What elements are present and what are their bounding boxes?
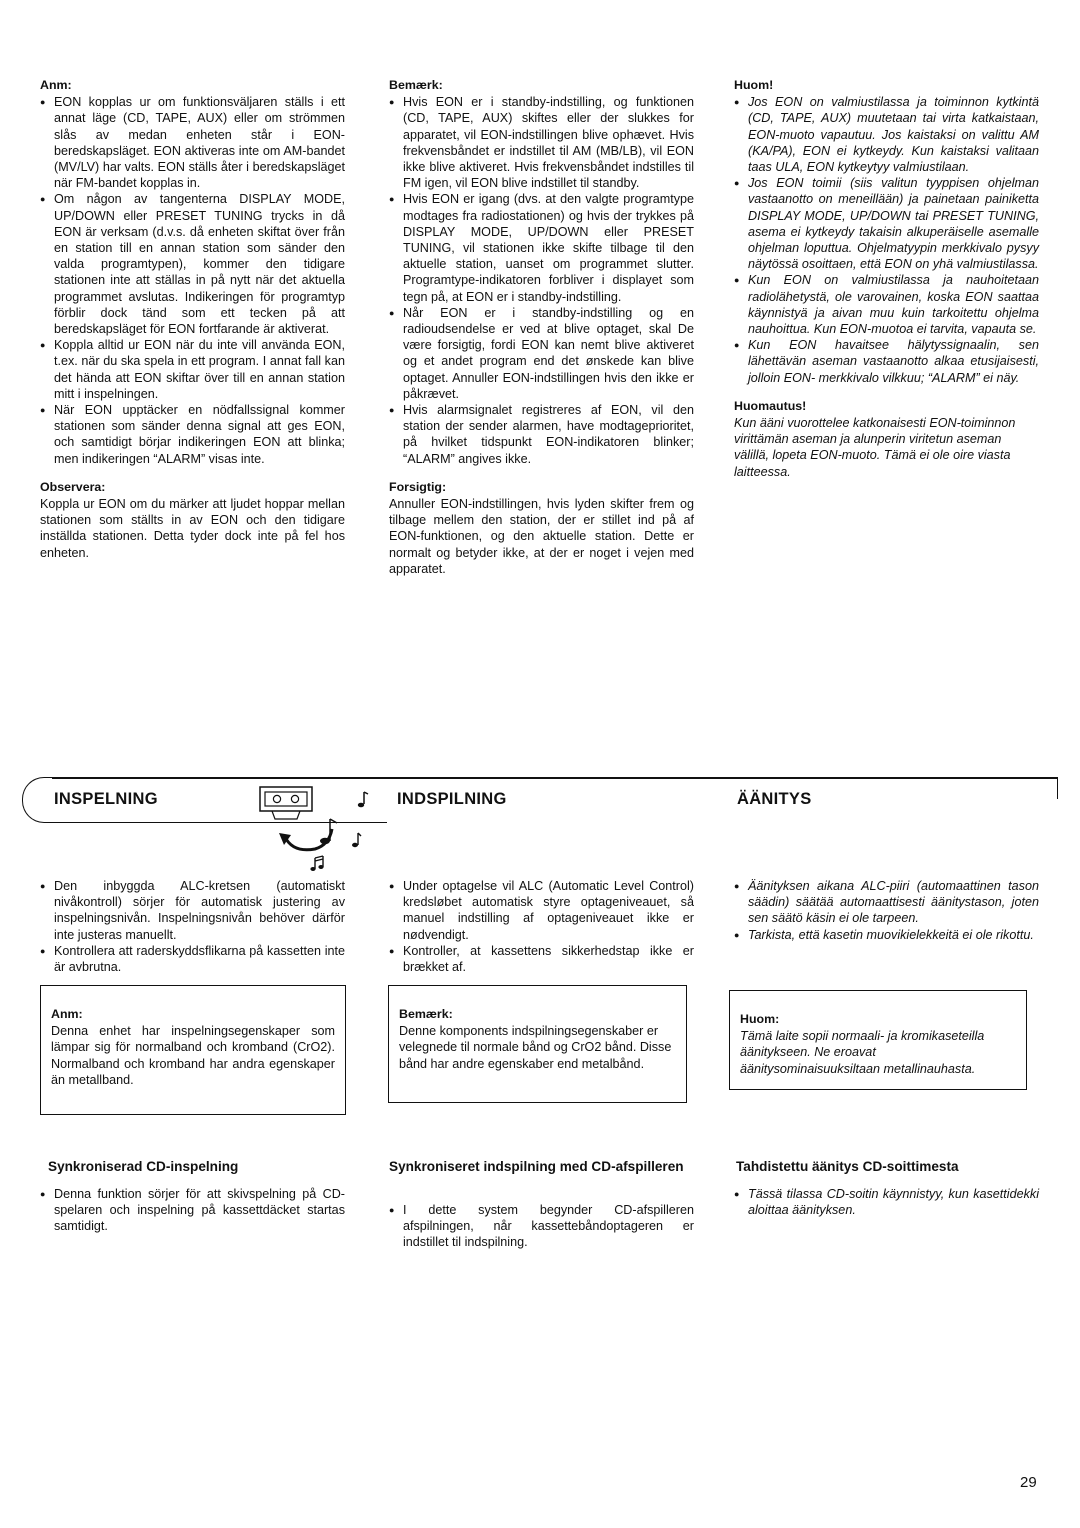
da-box-heading: Bemærk: — [399, 1007, 453, 1021]
list-item: ● Jos EON on valmiustilassa ja toiminnon kytkintä (CD, TAPE, AUX) muutetaan tai virta katkaistaan, EON-muoto vapautuu. Jos kaistaksi on valittu AM (KA/PA), EON ei kytkeydy. Kun kaistaksi valitaan taas ULA, EON kytkeytyy valmiustilaan. — [734, 94, 1039, 175]
da-box-text: Denne komponents indspilningsegenskaber er velegnede til normale bånd og CrO2 bånd. Disse bånd har andre egenskaber end metalbånd. — [399, 1024, 672, 1071]
list-item: ● Koppla alltid ur EON när du inte vill använda EON, t.ex. när du ska spela in ett program. I annat fall kan det hända att EON skiftar över till en annan station mitt i inspelningen. — [40, 337, 345, 402]
list-item: ● Tarkista, että kasetin muovikielekkeitä ei ole rikottu. — [734, 927, 1039, 943]
da-sync-heading: Synkroniseret indspilning med CD-afspilleren — [389, 1159, 684, 1174]
sv-note-heading: Observera: — [40, 479, 106, 494]
da-anm-heading: Bemærk: — [389, 78, 443, 92]
page-number: 29 — [1020, 1474, 1037, 1491]
da-note-heading: Forsigtig: — [389, 479, 447, 494]
fi-section-title: ÄÄNITYS — [737, 790, 812, 808]
fi-box-text: Tämä laite sopii normaali- ja kromikaseteilla äänitykseen. Ne eroavat äänitysominaisuuksiltaan metallinauhasta. — [740, 1029, 985, 1076]
fi-box-heading: Huom: — [740, 1012, 780, 1026]
sv-recording-bullets — [40, 878, 345, 975]
fi-note-heading: Huomautus! — [734, 398, 807, 413]
list-item: ● Äänityksen aikana ALC-piiri (automaattinen tason säädin) säätää automaattisesti äänitystason, joten sen säätö käsin ei ole tarpeen. — [734, 878, 1039, 927]
sv-note-text: Koppla ur EON om du märker att ljudet hoppar mellan stationen som ställts in av EON och den tidigare inställda stationen. Detta tyder dock inte på fel hos enheten. — [40, 497, 345, 560]
list-item: ● Om någon av tangenterna DISPLAY MODE, UP/DOWN eller PRESET TUNING trycks in då EON är verksam (d.v.s. då enheten skiftat över från en station till en annan station som sänder den valda programtypen), kommer den tidigare stationen inte att ställas in på nytt när det aktuella programmet avslutas. Indikeringen för programtyp förblir dock tänd som ett tecken på att beredskapsläget för EON fortfarande är aktiverat. — [40, 191, 345, 337]
fi-sync-heading: Tahdistettu äänitys CD-soittimesta — [736, 1159, 959, 1174]
fi-eon-notes — [734, 77, 1039, 480]
sv-box-text: Denna enhet har inspelningsegenskaper som lämpar sig för normalband och kromband (CrO2). Normalband och kromband har andra egenskaper än metallband. — [51, 1024, 335, 1087]
header-rule-top — [52, 777, 1058, 779]
fi-eon-bullets — [734, 94, 1039, 386]
sv-box-heading: Anm: — [51, 1007, 83, 1021]
list-item: ● Kun EON on valmiustilassa ja nauhoitetaan radiolähetystä, ole varovainen, koska EON saattaa käynnistyä ja aivan muu kuin tarkoitettu ohjelma nauhoittua. Kun EON-muotoa ei tarvita, vapauta se. — [734, 272, 1039, 337]
sv-sync-bullets — [40, 1186, 345, 1235]
da-eon-bullets — [389, 94, 694, 467]
recording-section-header — [22, 777, 1058, 823]
list-item: ● EON kopplas ur om funktionsväljaren ställs i ett annat läge (CD, TAPE, AUX) eller om strömmen slås av medan enheten står i EON-beredskapsläget. EON aktiveras inte om AM-bandet (MV/LV) har valts. EON ställs åter i beredskapsläget när FM-bandet kopplas in. — [40, 94, 345, 191]
list-item: ● Når EON er i standby-indstilling og en radioudsendelse er ved at blive optaget, skal De være forsigtig, fordi EON kan nemt blive aktiveret og et andet program end det ønskede kan blive optaget. Annuller EON-indstillingen hvis den ikke er påkrævet. — [389, 305, 694, 402]
list-item: ● När EON upptäcker en nödfallssignal kommer stationen som sänder denna signal att ges EON, och samtidigt börjar indikeringen EON att blinka; men indikeringen “ALARM” visas inte. — [40, 402, 345, 467]
list-item: ● Under optagelse vil ALC (Automatic Level Control) kredsløbet automatisk styre optageniveauet, så manuel indstilling af optageniveauet ikke er nødvendigt. — [389, 878, 694, 943]
sv-sync-heading: Synkroniserad CD-inspelning — [48, 1159, 239, 1174]
list-item: ● Den inbyggda ALC-kretsen (automatiskt nivåkontroll) sörjer för automatisk justering av inspelningsnivån. Inspelningsnivån behöver därför inte justeras manuellt. — [40, 878, 345, 943]
sv-tape-note-box — [40, 985, 346, 1115]
fi-recording-bullets — [734, 878, 1039, 943]
list-item: ● Kun EON havaitsee hälytyssignaalin, sen lähettävän aseman vastaanotto alkaa etusijaisesti, jolloin EON- merkkivalo vilkkuu; “ALARM” ei näy. — [734, 337, 1039, 386]
list-item: ● Hvis alarmsignalet registreres af EON, vil den station der sender alarmen, have modtageprioritet, på hvilket tidspunkt EON-indikatoren blinker; “ALARM” angives ikke. — [389, 402, 694, 467]
da-section-title: INDSPILNING — [397, 790, 507, 808]
list-item: ● Hvis EON er igang (dvs. at den valgte programtype modtages fra radiostationen) og hvis der trykkes på DISPLAY MODE, UP/DOWN eller PRESET TUNING, vil stationen ikke skifte tilbage til den aktuelle station, uanset om programmet slutter. Programtype-indikatoren forbliver i displayet som tegn på, at EON er i standby-indstilling. — [389, 191, 694, 304]
cassette-recording-icon — [257, 785, 377, 880]
da-recording-bullets — [389, 878, 694, 975]
sv-sync-info — [40, 1186, 345, 1235]
fi-anm-heading: Huom! — [734, 78, 774, 92]
da-tape-note-box — [388, 985, 687, 1103]
fi-sync-bullets — [734, 1186, 1039, 1218]
list-item: ● Kontrollera att raderskyddsflikarna på kassetten inte är avbrutna. — [40, 943, 345, 975]
header-rule-right — [1057, 777, 1059, 799]
da-recording-info — [389, 878, 694, 975]
list-item: ● Tässä tilassa CD-soitin käynnistyy, kun kasettidekki aloittaa äänityksen. — [734, 1186, 1039, 1218]
fi-note-text: Kun ääni vuorottelee katkonaisesti EON-toiminnon virittämän aseman ja alunperin viritetun aseman välillä, lopeta EON-muoto. Tämä ei ole oire viasta laitteessa. — [734, 416, 1016, 479]
da-note-text: Annuller EON-indstillingen, hvis lyden skifter frem og tilbage mellem den station, der er stillet ind på af EON-funktionen, og den aktuelle station. Dette er normalt og betyder ikke, at der er noget i vejen med apparatet. — [389, 497, 694, 576]
sv-recording-info — [40, 878, 345, 975]
da-eon-notes — [389, 77, 694, 577]
sv-eon-notes — [40, 77, 345, 561]
fi-recording-info — [734, 878, 1039, 943]
fi-tape-note-box — [729, 990, 1027, 1090]
da-sync-bullets — [389, 1202, 694, 1251]
list-item: ● I dette system begynder CD-afspilleren afspilningen, når kassettebåndoptageren er indstillet til indspilning. — [389, 1202, 694, 1251]
list-item: ● Jos EON toimii (siis valitun tyyppisen ohjelman vastaanotto on meneillään) ja painetaan painiketta DISPLAY MODE, UP/DOWN tai PRESET TUNING, asema ei kytkeydy takaisin alkuperäiselle asemalle ohjelman loputtua. Ohjelmatyypin merkkivalo pysyy näytössä osoittaen, että EON on yhä valmiustilassa. — [734, 175, 1039, 272]
sv-eon-bullets — [40, 94, 345, 467]
list-item: ● Denna funktion sörjer för att skivspelning på CD-spelaren och inspelning på kassettdäcket startas samtidigt. — [40, 1186, 345, 1235]
sv-anm-heading: Anm: — [40, 78, 72, 92]
list-item: ● Kontroller, at kassettens sikkerhedstap ikke er brækket af. — [389, 943, 694, 975]
fi-sync-info — [734, 1186, 1039, 1218]
list-item: ● Hvis EON er i standby-indstilling, og funktionen (CD, TAPE, AUX) skiftes eller der slukkes for apparatet, vil EON-indstillingen blive ophævet. Hvis frekvensbåndet er indstillet til AM (MB/LB), vil EON ikke blive aktiveret. Hvis frekvensbåndet indstilles til FM igen, vil EON blive indstillet til standby. — [389, 94, 694, 191]
da-sync-info — [389, 1202, 694, 1251]
sv-section-title: INSPELNING — [54, 790, 158, 808]
